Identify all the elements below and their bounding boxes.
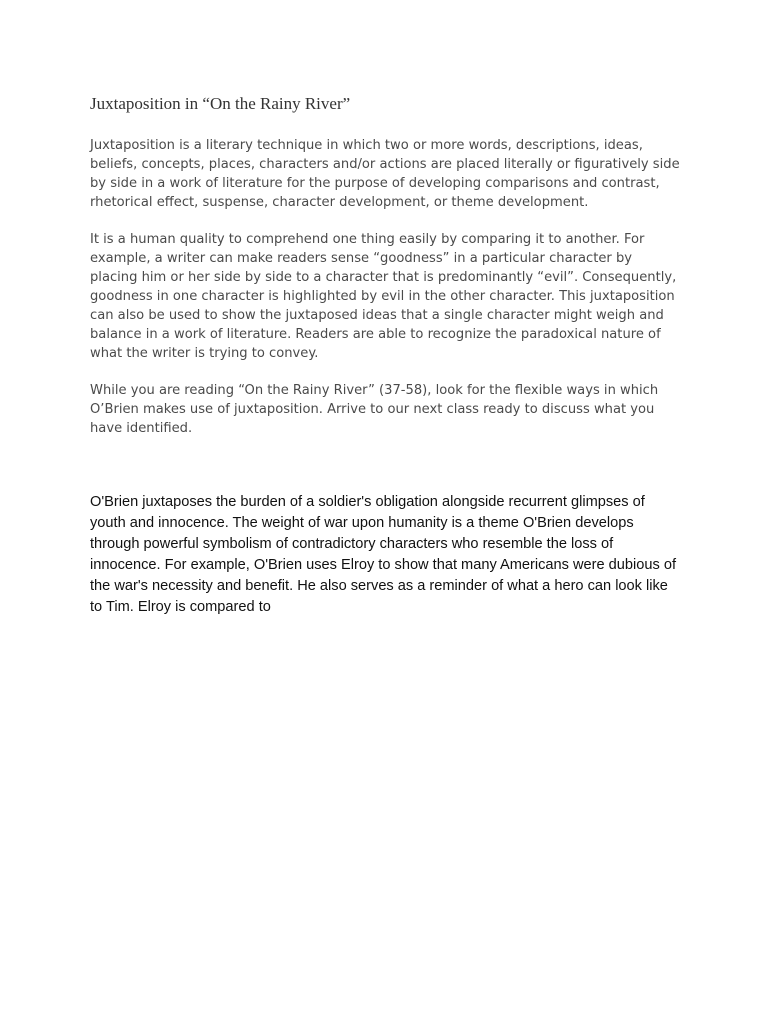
- document-body: [90, 92, 680, 618]
- paragraph-instructions: While you are reading “On the Rainy River” (37-58), look for the flexible ways in which O’Brien makes use of juxtaposition. Arrive to our next class ready to discuss what you have identified.: [90, 383, 659, 436]
- student-response[interactable]: O'Brien juxtaposes the burden of a soldier's obligation alongside recurrent glimpses of youth and innocence. The weight of war upon humanity is a theme O'Brien develops through powerful symbolism of contradictory characters who resemble the loss of innocence. For example, O'Brien uses Elroy to show that many Americans were dubious of the war's necessity and benefit. He also serves as a reminder of what a hero can look like to Tim. Elroy is compared to: [90, 494, 677, 615]
- paragraph-explanation: It is a human quality to comprehend one thing easily by comparing it to another. For example, a writer can make readers sense “goodness” in a particular character by placing him or her side by side to a character that is predominantly “evil”. Consequently, goodness in one character is highlighted by evil in the other character. This juxtaposition can also be used to show the juxtaposed ideas that a single character might weigh and balance in a work of literature. Readers are able to recognize the paradoxical nature of what the writer is trying to convey.: [90, 232, 677, 361]
- paragraph-definition: Juxtaposition is a literary technique in which two or more words, descriptions, ideas, beliefs, concepts, places, characters and/or actions are placed literally or figuratively side by side in a work of literature for the purpose of developing comparisons and contrast, rhetorical effect, suspense, character development, or theme development.: [90, 138, 680, 210]
- document-title: Juxtaposition in “On the Rainy River”: [90, 94, 351, 113]
